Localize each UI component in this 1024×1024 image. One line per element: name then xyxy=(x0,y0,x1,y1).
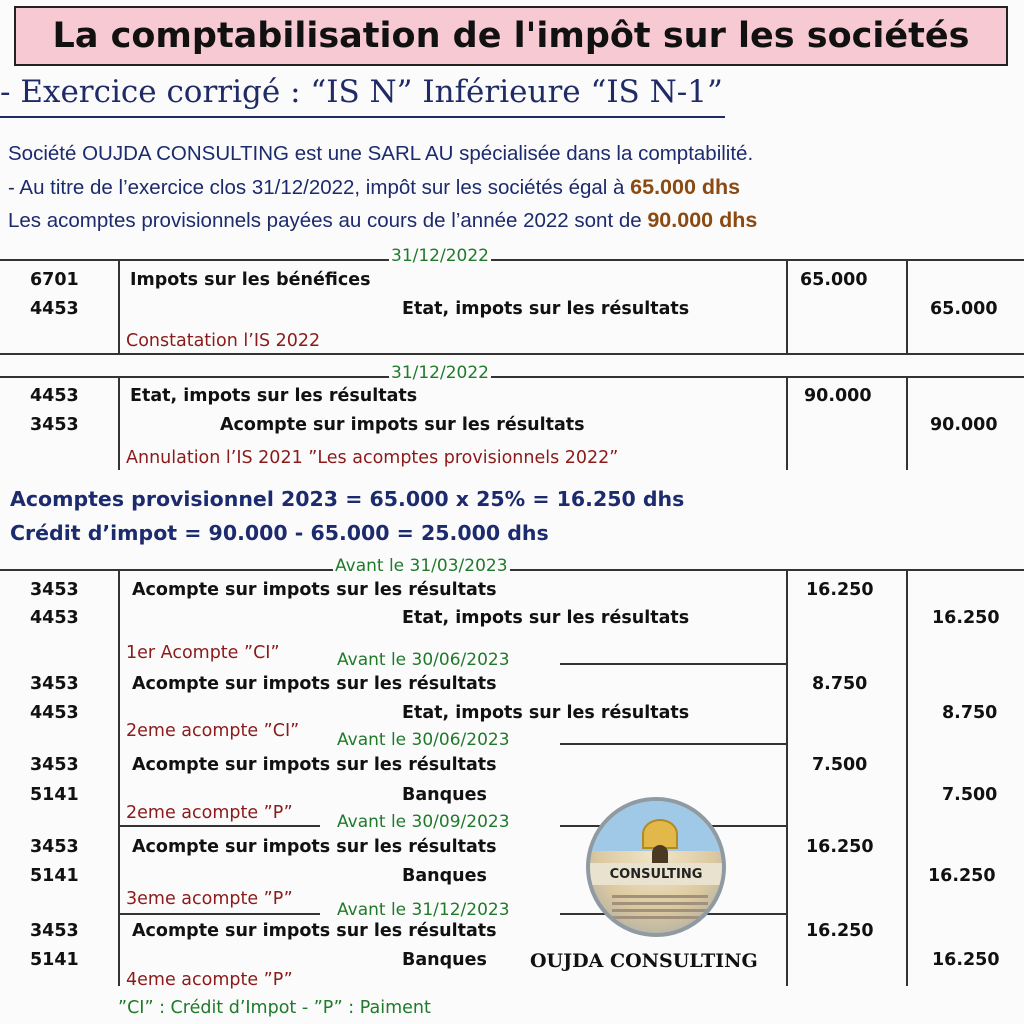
acompte-4-debit-account: 3453 xyxy=(30,837,79,857)
journal-1-top-line xyxy=(0,259,1024,261)
acompte-4-description: 3eme acompte ”P” xyxy=(126,889,293,909)
exercise-subtitle: - Exercice corrigé : “IS N” Inférieure “IS N-1” xyxy=(0,74,725,118)
logo-band xyxy=(590,863,722,885)
journal-2-credit-amount: 90.000 xyxy=(930,415,998,435)
acompte-1-date: Avant le 31/03/2023 xyxy=(335,556,508,576)
acompte-4-credit-amount: 16.250 xyxy=(928,866,996,886)
intro-line-3-text: Les acomptes provisionnels payées au cours de l’année 2022 sont de xyxy=(8,209,648,232)
oujda-consulting-logo xyxy=(586,797,726,937)
acompte-2-credit-account: 4453 xyxy=(30,703,79,723)
calc-credit-impot: Crédit d’impot = 90.000 - 65.000 = 25.000 dhs xyxy=(10,521,549,545)
acompte-3-debit-amount: 7.500 xyxy=(812,755,868,775)
journal-3-top-line xyxy=(0,569,1024,571)
footer-legend: ”CI” : Crédit d’Impot - ”P” : Paiment xyxy=(118,998,431,1018)
acompte-2-date: Avant le 30/06/2023 xyxy=(337,650,510,670)
journal-2-debit-label: Etat, impots sur les résultats xyxy=(130,386,418,406)
calc-acomptes-2023: Acomptes provisionnel 2023 = 65.000 x 25% = 16.250 dhs xyxy=(10,487,685,511)
acompte-2-description: 2eme acompte ”CI” xyxy=(126,721,300,741)
acompte-5-credit-label: Banques xyxy=(402,950,487,970)
acompte-4-credit-account: 5141 xyxy=(30,866,79,886)
acompte-4-date: Avant le 30/09/2023 xyxy=(337,812,510,832)
acompte-5-debit-account: 3453 xyxy=(30,921,79,941)
journal-2-credit-account: 3453 xyxy=(30,415,79,435)
acompte-2-debit-account: 3453 xyxy=(30,674,79,694)
intro-line-2-text: - Au titre de l’exercice clos 31/12/2022, impôt sur les sociétés égal à xyxy=(8,176,631,199)
acompte-1-credit-amount: 16.250 xyxy=(932,608,1000,628)
acompte-4-debit-amount: 16.250 xyxy=(806,837,874,857)
acompte-2-credit-label: Etat, impots sur les résultats xyxy=(402,703,690,723)
journal-1-date: 31/12/2022 xyxy=(391,246,489,266)
acompte-4-credit-label: Banques xyxy=(402,866,487,886)
journal-2-debit-account: 4453 xyxy=(30,386,79,406)
journal-2-credit-label: Acompte sur impots sur les résultats xyxy=(220,415,585,435)
acompte-5-debit-label: Acompte sur impots sur les résultats xyxy=(132,921,497,941)
journal-1-bottom-line xyxy=(0,353,1024,355)
acompte-3-credit-label: Banques xyxy=(402,785,487,805)
acompte-1-description: 1er Acompte ”CI” xyxy=(126,643,280,663)
acompte-1-debit-amount: 16.250 xyxy=(806,580,874,600)
journal-2-date: 31/12/2022 xyxy=(391,363,489,383)
acompte-3-description: 2eme acompte ”P” xyxy=(126,803,293,823)
acompte-5-debit-amount: 16.250 xyxy=(806,921,874,941)
acompte-2-debit-label: Acompte sur impots sur les résultats xyxy=(132,674,497,694)
acompte-1-debit-label: Acompte sur impots sur les résultats xyxy=(132,580,497,600)
acomptes-amount: 90.000 dhs xyxy=(647,208,758,232)
acompte-5-credit-account: 5141 xyxy=(30,950,79,970)
journal-1-credit-amount: 65.000 xyxy=(930,299,998,319)
intro-line-1: Société OUJDA CONSULTING est une SARL AU spécialisée dans la comptabilité. xyxy=(8,142,754,165)
acompte-1-credit-label: Etat, impots sur les résultats xyxy=(402,608,690,628)
journal-1-credit-label: Etat, impots sur les résultats xyxy=(402,299,690,319)
acompte-4-debit-label: Acompte sur impots sur les résultats xyxy=(132,837,497,857)
intro-line-3 xyxy=(8,208,757,233)
logo-lines xyxy=(612,891,708,923)
intro-line-2 xyxy=(8,175,740,200)
journal-2-description: Annulation l’IS 2021 ”Les acomptes provisionnels 2022” xyxy=(126,448,619,468)
page-title: La comptabilisation de l'impôt sur les sociétés xyxy=(14,6,1008,66)
is-amount: 65.000 dhs xyxy=(630,175,741,199)
journal-2-top-line xyxy=(0,376,1024,378)
journal-1-description: Constatation l’IS 2022 xyxy=(126,331,321,351)
acompte-5-description: 4eme acompte ”P” xyxy=(126,970,293,990)
acompte-2-debit-amount: 8.750 xyxy=(812,674,868,694)
journal-1-debit-label: Impots sur les bénéfices xyxy=(130,270,371,290)
brand-name: OUJDA CONSULTING xyxy=(530,950,758,972)
logo-text: CONSULTING xyxy=(609,866,703,882)
acompte-2-credit-amount: 8.750 xyxy=(942,703,998,723)
acompte-1-credit-account: 4453 xyxy=(30,608,79,628)
acompte-3-date: Avant le 30/06/2023 xyxy=(337,730,510,750)
journal-1-debit-account: 6701 xyxy=(30,270,79,290)
acompte-3-credit-account: 5141 xyxy=(30,785,79,805)
acompte-3-debit-label: Acompte sur impots sur les résultats xyxy=(132,755,497,775)
journal-1-debit-amount: 65.000 xyxy=(800,270,868,290)
journal-2-debit-amount: 90.000 xyxy=(804,386,872,406)
acompte-3-credit-amount: 7.500 xyxy=(942,785,998,805)
acompte-1-debit-account: 3453 xyxy=(30,580,79,600)
acompte-5-date: Avant le 31/12/2023 xyxy=(337,900,510,920)
journal-1-credit-account: 4453 xyxy=(30,299,79,319)
acompte-5-credit-amount: 16.250 xyxy=(932,950,1000,970)
acompte-3-debit-account: 3453 xyxy=(30,755,79,775)
